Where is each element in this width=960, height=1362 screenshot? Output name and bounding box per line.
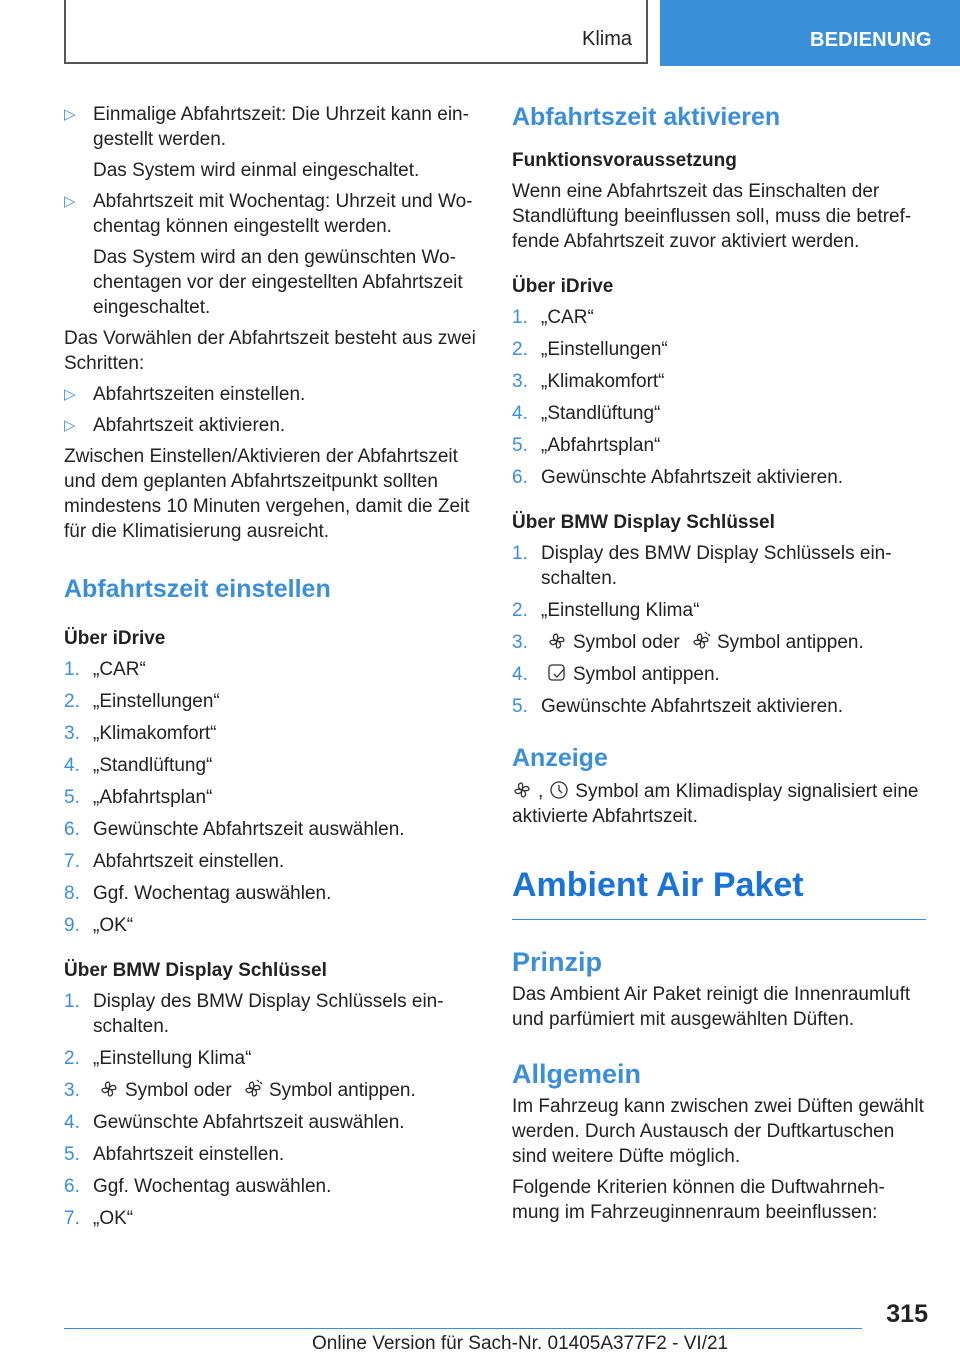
fan-icon	[99, 1079, 119, 1099]
step-number: 3.	[512, 371, 528, 392]
step-item	[512, 694, 926, 719]
subheading: Über iDrive	[512, 276, 614, 297]
paragraph: Zwischen Einstellen/Aktivieren der Abfahrtszeit und dem geplanten Abfahrtszeitpunkt sollten mindestens 10 Minuten vergehen, damit die Zeit für die Klimatisierung ausreicht.	[64, 446, 470, 542]
step-text: „Einstellung Klima“	[93, 1048, 252, 1069]
step-number: 4.	[64, 1112, 80, 1133]
step-text: Symbol oder	[573, 632, 680, 653]
step-item	[64, 881, 478, 906]
step-text: Symbol antippen.	[268, 1080, 416, 1101]
step-text: Gewünschte Abfahrtszeit aktivieren.	[541, 696, 844, 717]
step-item	[512, 401, 926, 426]
step-text: Abfahrtszeit einstellen.	[93, 851, 285, 872]
section-heading: Allgemein	[512, 1059, 642, 1089]
section-heading: Abfahrtszeit aktivieren	[512, 103, 781, 131]
step-text: Abfahrtszeit einstellen.	[93, 1144, 285, 1165]
step-item	[512, 541, 926, 591]
paragraph: Das Vorwählen der Abfahrtszeit besteht aus zwei Schritten:	[64, 328, 476, 374]
paragraph	[512, 779, 926, 829]
step-item	[64, 849, 478, 874]
step-item	[64, 785, 478, 810]
step-number: 1.	[512, 307, 528, 328]
step-number: 6.	[64, 1176, 80, 1197]
subheading: Über BMW Display Schlüssel	[64, 960, 327, 981]
step-number: 8.	[64, 883, 80, 904]
step-item	[512, 433, 926, 458]
bullet-text: Abfahrtszeiten einstellen.	[93, 384, 306, 405]
step-number: 4.	[64, 755, 80, 776]
step-number: 1.	[64, 991, 80, 1012]
chapter-heading: Ambient Air Paket	[512, 865, 926, 920]
fan-icon	[547, 631, 567, 651]
triangle-bullet-icon: ▷	[64, 386, 76, 403]
triangle-bullet-icon: ▷	[64, 106, 76, 123]
step-number: 3.	[512, 632, 528, 653]
step-item	[512, 465, 926, 490]
step-item	[512, 630, 926, 655]
subheading: Über iDrive	[64, 628, 166, 649]
anzeige-text: Symbol am Klimadisplay signalisiert eine aktivierte Abfahrtszeit.	[512, 781, 919, 827]
step-number: 2.	[512, 600, 528, 621]
fan-icon	[512, 780, 532, 800]
step-item	[64, 1174, 478, 1199]
step-text: „CAR“	[93, 659, 146, 680]
paragraph: Im Fahrzeug kann zwischen zwei Düften gewählt werden. Durch Austausch der Duftkartuschen sind weitere Düfte möglich.	[512, 1096, 924, 1167]
step-text: Ggf. Wochentag auswählen.	[93, 883, 332, 904]
step-text: Display des BMW Display Schlüssels ein- schalten.	[541, 543, 892, 589]
footer-divider	[64, 1328, 862, 1329]
step-text: Symbol antippen.	[573, 664, 720, 685]
paragraph: Folgende Kriterien können die Duftwahrneh- mung im Fahrzeuginnenraum beeinflussen:	[512, 1177, 885, 1223]
step-text: „Einstellungen“	[93, 691, 220, 712]
step-text: Gewünschte Abfahrtszeit auswählen.	[93, 819, 405, 840]
bullet-text: Abfahrtszeit aktivieren.	[93, 415, 286, 436]
bullet-item	[64, 413, 478, 438]
step-item	[64, 1206, 478, 1231]
step-text: Symbol antippen.	[716, 632, 864, 653]
step-number: 3.	[64, 1080, 80, 1101]
left-column	[64, 102, 478, 1238]
section-heading: Prinzip	[512, 947, 603, 977]
right-column	[512, 102, 926, 1231]
step-item	[64, 913, 478, 938]
step-number: 7.	[64, 851, 80, 872]
separator: ,	[538, 781, 544, 802]
step-item	[64, 1110, 478, 1135]
step-item	[64, 753, 478, 778]
step-text: „Abfahrtsplan“	[93, 787, 213, 808]
step-item	[64, 989, 478, 1039]
footer-text: Online Version für Sach-Nr. 01405A377F2 - VI/21	[312, 1333, 729, 1354]
step-number: 1.	[64, 659, 80, 680]
step-number: 6.	[512, 467, 528, 488]
step-item	[512, 305, 926, 330]
bullet-text: Einmalige Abfahrtszeit: Die Uhrzeit kann ein- gestellt werden.	[93, 104, 469, 150]
step-number: 5.	[64, 787, 80, 808]
step-text: „Klimakomfort“	[93, 723, 217, 744]
step-number: 7.	[64, 1208, 80, 1229]
step-text: „Standlüftung“	[541, 403, 661, 424]
section-heading: Anzeige	[512, 744, 608, 772]
timer-check-icon	[547, 663, 567, 683]
step-text: „Einstellungen“	[541, 339, 668, 360]
bullet-item	[64, 102, 478, 152]
paragraph: Das Ambient Air Paket reinigt die Innenraumluft und parfümiert mit ausgewählten Düften.	[512, 984, 911, 1030]
step-text: Gewünschte Abfahrtszeit aktivieren.	[541, 467, 844, 488]
bullet-text: Abfahrtszeit mit Wochentag: Uhrzeit und Wo- chentag können eingestellt werden.	[93, 191, 473, 237]
bullet-subtext: Das System wird an den gewünschten Wo- chentagen vor der eingestellten Abfahrtszeit eingeschaltet.	[93, 247, 463, 318]
step-number: 2.	[512, 339, 528, 360]
step-text: „OK“	[93, 1208, 134, 1229]
step-item	[64, 689, 478, 714]
paragraph: Wenn eine Abfahrtszeit das Einschalten der Standlüftung beeinflussen soll, muss die betref- fende Abfahrtszeit zuvor aktiviert werden.	[512, 181, 912, 252]
fan-heat-icon	[243, 1079, 263, 1099]
step-item	[512, 337, 926, 362]
clock-icon	[549, 780, 569, 800]
step-item	[64, 657, 478, 682]
step-text: „Klimakomfort“	[541, 371, 665, 392]
triangle-bullet-icon: ▷	[64, 417, 76, 434]
fan-heat-icon	[691, 631, 711, 651]
step-number: 3.	[64, 723, 80, 744]
step-text: „Standlüftung“	[93, 755, 213, 776]
step-number: 4.	[512, 664, 528, 685]
step-item	[64, 1046, 478, 1071]
step-item	[512, 598, 926, 623]
page-number: 315	[886, 1300, 928, 1328]
step-number: 5.	[512, 435, 528, 456]
chapter-title: Klima	[581, 28, 632, 50]
step-number: 5.	[64, 1144, 80, 1165]
header-tab	[64, 0, 648, 64]
step-text: „Einstellung Klima“	[541, 600, 700, 621]
section-heading: Abfahrtszeit einstellen	[64, 575, 331, 603]
bullet-subtext: Das System wird einmal eingeschaltet.	[93, 160, 420, 181]
step-text: „CAR“	[541, 307, 594, 328]
bullet-item	[64, 189, 478, 239]
triangle-bullet-icon: ▷	[64, 193, 76, 210]
step-item	[64, 721, 478, 746]
subheading: Über BMW Display Schlüssel	[512, 512, 775, 533]
step-number: 5.	[512, 696, 528, 717]
step-number: 9.	[64, 915, 80, 936]
step-item	[64, 1078, 478, 1103]
step-text: „Abfahrtsplan“	[541, 435, 661, 456]
step-text: Gewünschte Abfahrtszeit auswählen.	[93, 1112, 405, 1133]
step-item	[64, 1142, 478, 1167]
section-tab: BEDIENUNG	[660, 0, 960, 66]
step-item	[64, 817, 478, 842]
bullet-item	[64, 382, 478, 407]
step-text: „OK“	[93, 915, 134, 936]
subheading: Funktionsvoraussetzung	[512, 150, 737, 171]
step-number: 2.	[64, 1048, 80, 1069]
step-text: Symbol oder	[125, 1080, 232, 1101]
step-item	[512, 369, 926, 394]
step-number: 2.	[64, 691, 80, 712]
step-number: 4.	[512, 403, 528, 424]
step-item	[512, 662, 926, 687]
step-text: Ggf. Wochentag auswählen.	[93, 1176, 332, 1197]
step-number: 6.	[64, 819, 80, 840]
step-text: Display des BMW Display Schlüssels ein- schalten.	[93, 991, 444, 1037]
step-number: 1.	[512, 543, 528, 564]
